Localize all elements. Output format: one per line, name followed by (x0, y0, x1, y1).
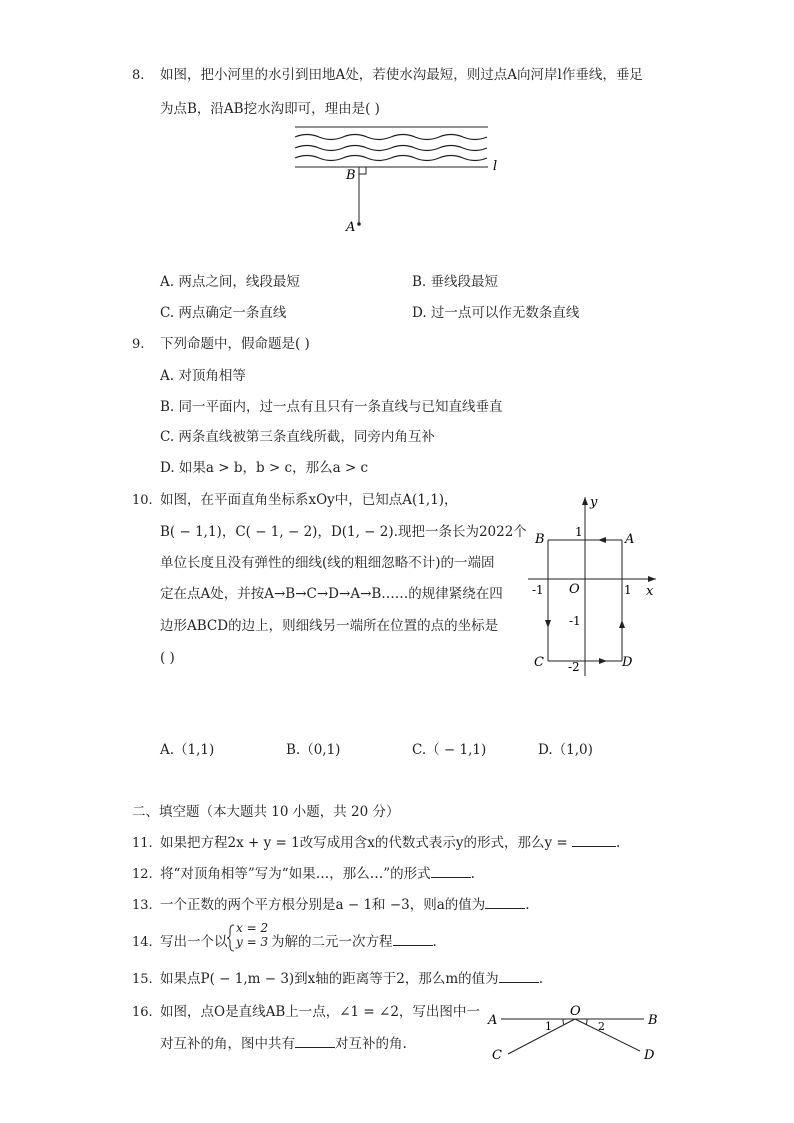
q8-option-b[interactable]: B. 垂线段最短 (412, 274, 499, 290)
q10-stem-line4: 定在点A处，并按A→B→C→D→A→B……的规律紧绕在四 (160, 586, 503, 602)
q10-tick-x1: 1 (624, 583, 632, 597)
q10-label-C: C (534, 655, 544, 670)
q9-number: 9. (132, 337, 145, 352)
q10-option-d[interactable]: D.（1,0) (538, 742, 593, 758)
q14-eq1: x = 2 (236, 921, 269, 935)
q10-label-D: D (622, 655, 633, 670)
q16-label-A: A (488, 1013, 498, 1028)
q10-stem-line2: B( − 1,1)，C( − 1, − 2)，D(1, − 2).现把一条长为2022个 (160, 524, 527, 540)
q10-axis-y: y (590, 495, 598, 510)
q10-label-B: B (535, 532, 545, 547)
q10-tick-y1: 1 (575, 525, 583, 539)
q8-option-a[interactable]: A. 两点之间，线段最短 (160, 274, 300, 290)
q13-end: . (525, 897, 530, 913)
q13-number: 13. (132, 898, 153, 913)
q8-label-l: l (493, 159, 498, 174)
q15-number: 15. (132, 972, 153, 987)
q10-option-b[interactable]: B.（0,1) (286, 742, 341, 758)
q16-label-O: O (570, 1004, 581, 1019)
q11-text: 如果把方程2x + y = 1改写成用含x的代数式表示y的形式，那么y = (160, 835, 572, 851)
q8-number: 8. (132, 68, 145, 83)
q10-tick-xm1: -1 (532, 583, 544, 597)
q8-option-d[interactable]: D. 过一点可以作无数条直线 (412, 305, 580, 321)
q10-option-c[interactable]: C.（ − 1,1) (412, 742, 487, 758)
q8-stem-line2: 为点B，沿AB挖水沟即可，理由是( ) (160, 101, 380, 117)
q16-number: 16. (132, 1005, 153, 1020)
q16-angle-1: 1 (545, 1020, 552, 1033)
q14-post: 为解的二元一次方程 (271, 934, 393, 950)
q10-axis-x: x (646, 584, 654, 599)
q8-label-A: A (346, 220, 356, 235)
q9-option-c[interactable]: C. 两条直线被第三条直线所截，同旁内角互补 (160, 429, 435, 445)
q10-stem-line3: 单位长度且没有弹性的细线(线的粗细忽略不计)的一端固 (160, 555, 495, 571)
q10-number: 10. (132, 493, 153, 508)
q14-number: 14. (132, 935, 153, 950)
q16-text-a: 对互补的角，图中共有 (160, 1036, 295, 1052)
q9-option-a[interactable]: A. 对顶角相等 (160, 368, 246, 384)
q10-stem-line1: 如图，在平面直角坐标系xOy中，已知点A(1,1)， (160, 492, 458, 508)
q16-angle-2: 2 (598, 1020, 605, 1033)
q16-label-C: C (492, 1048, 502, 1063)
q10-label-A: A (625, 532, 635, 547)
q9-option-d[interactable]: D. 如果a > b，b > c，那么a > c (160, 460, 369, 476)
q14-pre: 写出一个以 (160, 934, 228, 950)
q16-label-B: B (648, 1013, 658, 1028)
section-heading: 二、填空题（本大题共 10 小题，共 20 分） (132, 804, 400, 820)
q11-end: . (615, 835, 621, 851)
q16-label-D: D (644, 1048, 655, 1063)
q9-option-b[interactable]: B. 同一平面内，过一点有且只有一条直线与已知直线垂直 (160, 399, 503, 415)
q10-tick-ym2: -2 (568, 660, 580, 674)
q11-number: 11. (132, 836, 153, 851)
q12-end: . (470, 866, 475, 882)
q10-origin: O (569, 582, 580, 597)
q9-stem: 下列命题中，假命题是( ) (160, 336, 310, 352)
q15-text: 如果点P( − 1,m − 3)到x轴的距离等于2，那么m的值为 (160, 971, 499, 987)
q8-stem-line1: 如图，把小河里的水引到田地A处，若使水沟最短，则过点A向河岸l作垂线，垂足 (160, 67, 643, 83)
q10-stem-line6: ( ) (160, 650, 175, 666)
q12-text: 将“对顶角相等”写为“如果…，那么…”的形式 (160, 866, 431, 882)
q16-text-b: 对互补的角. (335, 1036, 407, 1052)
q10-tick-ym1: -1 (569, 614, 581, 628)
q15-end: . (538, 971, 543, 987)
q12-number: 12. (132, 867, 153, 882)
q14-end: . (432, 934, 437, 950)
q10-option-a[interactable]: A.（1,1) (160, 742, 215, 758)
q13-text: 一个正数的两个平方根分别是a − 1和 −3，则a的值为 (160, 897, 486, 913)
q8-label-B: B (346, 168, 356, 183)
q8-option-c[interactable]: C. 两点确定一条直线 (160, 305, 287, 321)
q10-stem-line5: 边形ABCD的边上，则细线另一端所在位置的点的坐标是 (160, 618, 499, 634)
q14-eq2: y = 3 (236, 935, 269, 949)
q16-stem-line1: 如图，点O是直线AB上一点，∠1 = ∠2，写出图中一 (160, 1004, 480, 1020)
